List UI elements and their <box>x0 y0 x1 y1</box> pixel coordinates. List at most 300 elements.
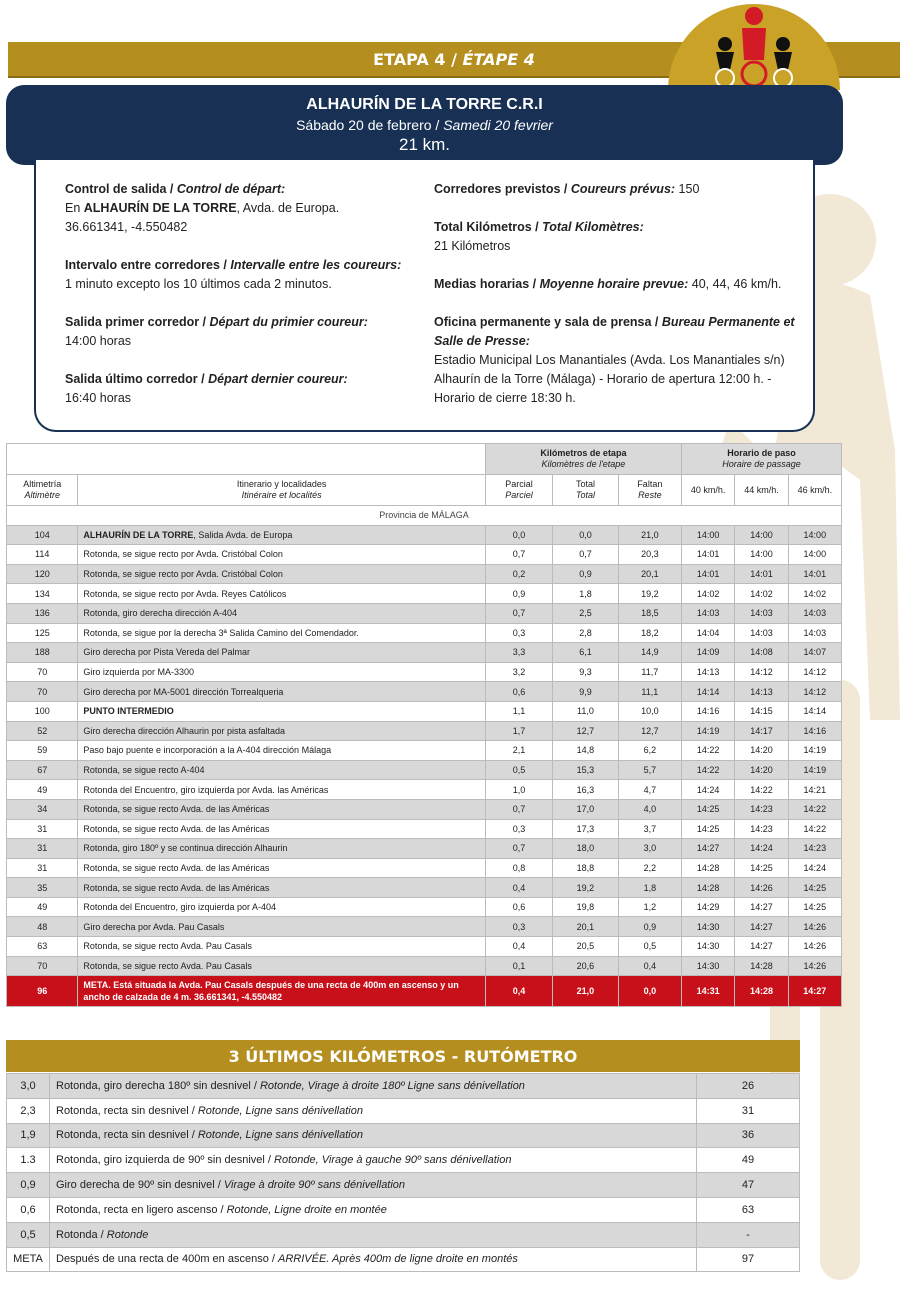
table-row <box>7 760 842 780</box>
description-cell: Rotonda, giro derecha 180º sin desnivel / Rotonde, Virage à droite 180º Ligne sans dénivellation <box>50 1074 697 1099</box>
value-cell: 14:15 <box>735 701 788 721</box>
finish-row <box>7 976 842 1007</box>
value-cell: 14:12 <box>788 662 841 682</box>
itinerary-table <box>6 443 842 1007</box>
stage-date: Sábado 20 de febrero / Samedi 20 fevrier <box>296 117 553 133</box>
table-row <box>7 545 842 565</box>
value-cell: 10,0 <box>618 701 681 721</box>
value-cell: 14:00 <box>735 525 788 545</box>
value-cell: 0,7 <box>553 545 618 565</box>
info-value: 40, 44, 46 km/h. <box>688 277 782 291</box>
table-row <box>7 525 842 545</box>
province-label: Provincia de MÁLAGA <box>7 506 842 526</box>
info-line: Estadio Municipal Los Manantiales (Avda. Los Manantiales s/n) <box>434 353 785 367</box>
info-line: En ALHAURÍN DE LA TORRE, Avda. de Europa. <box>65 201 340 215</box>
value-cell: 14:01 <box>682 564 735 584</box>
value-cell: 0,3 <box>485 623 552 643</box>
info-label: Oficina permanente y sala de prensa / Bureau Permanente et Salle de Presse: <box>434 315 795 348</box>
value-cell: 14:26 <box>788 956 841 976</box>
value-cell: 0,4 <box>618 956 681 976</box>
value-cell: 14:28 <box>735 976 788 1007</box>
table-row <box>7 603 842 623</box>
description-cell: Giro derecha de 90º sin desnivel / Virage à droite 90º sans dénivellation <box>50 1173 697 1198</box>
value-cell: 14:09 <box>682 643 735 663</box>
value-cell: 0,4 <box>485 976 552 1007</box>
itinerary-cell: Rotonda, se sigue recto A-404 <box>78 760 485 780</box>
value-cell: 14:13 <box>682 662 735 682</box>
value-cell: 0,9 <box>553 564 618 584</box>
value-cell: 14:19 <box>788 760 841 780</box>
info-line: 1 minuto excepto los 10 últimos cada 2 minutos. <box>65 277 332 291</box>
value-cell: 14:26 <box>735 878 788 898</box>
km-cell: META <box>7 1247 50 1272</box>
value-cell: 14:24 <box>788 858 841 878</box>
info-block <box>65 180 435 237</box>
info-line: 21 Kilómetros <box>434 239 511 253</box>
time-group-header: Horario de paso Horaire de passage <box>682 444 842 475</box>
value-cell: 14:14 <box>682 682 735 702</box>
altitude-cell: 70 <box>7 956 78 976</box>
info-label: Salida último corredor / Départ dernier coureur: <box>65 372 348 386</box>
stage-info-panel <box>34 160 815 432</box>
table-row <box>7 721 842 741</box>
value-cell: 0,3 <box>485 917 552 937</box>
value-cell: 14:14 <box>788 701 841 721</box>
value-cell: 18,5 <box>618 603 681 623</box>
last-km-row <box>7 1148 800 1173</box>
itinerary-cell: Giro derecha por Avda. Pau Casals <box>78 917 485 937</box>
table-row <box>7 662 842 682</box>
value-cell: 14:22 <box>788 799 841 819</box>
value-cell: 16,3 <box>553 780 618 800</box>
value-cell: 14:25 <box>682 799 735 819</box>
value-cell: 14:25 <box>682 819 735 839</box>
blank-header <box>7 444 486 475</box>
table-row <box>7 819 842 839</box>
km-group-header: Kilómetros de etapa Kilomètres de l'etape <box>485 444 681 475</box>
info-line: Horario de cierre 18:30 h. <box>434 391 576 405</box>
stage-title: ETAPA 4 / ÉTAPE 4 <box>373 50 535 69</box>
value-cell: 14:02 <box>788 584 841 604</box>
itinerary-cell: Rotonda, giro 180º y se continua dirección Alhaurin <box>78 839 485 859</box>
altitude-cell: 49 <box>7 780 78 800</box>
info-value: 150 <box>675 182 700 196</box>
last-km-row <box>7 1098 800 1123</box>
value-cell: 14:03 <box>735 623 788 643</box>
value-cell: 0,9 <box>485 584 552 604</box>
value-cell: 1,8 <box>553 584 618 604</box>
value-cell: 14:27 <box>682 839 735 859</box>
value-cell: 14:04 <box>682 623 735 643</box>
value-cell: 14:16 <box>682 701 735 721</box>
info-line: 14:00 horas <box>65 334 132 348</box>
value-cell: 20,6 <box>553 956 618 976</box>
value-cell: 0,6 <box>485 897 552 917</box>
value-cell: 3,2 <box>485 662 552 682</box>
itinerary-cell: Rotonda, se sigue recto Avda. Pau Casals <box>78 956 485 976</box>
value-cell: 1,0 <box>485 780 552 800</box>
value-cell: 14:22 <box>682 741 735 761</box>
info-line: 36.661341, -4.550482 <box>65 220 188 234</box>
value-cell: 14:03 <box>735 603 788 623</box>
value-cell: 14:26 <box>788 917 841 937</box>
altitude-cell: 49 <box>7 897 78 917</box>
value-cell: 14:08 <box>735 643 788 663</box>
info-block <box>434 313 804 408</box>
value-cell: 11,0 <box>553 701 618 721</box>
value-cell: 14:01 <box>735 564 788 584</box>
info-left-column <box>65 180 435 427</box>
altitude-cell: 36 <box>697 1123 800 1148</box>
value-cell: 1,7 <box>485 721 552 741</box>
info-block <box>434 275 804 294</box>
itinerary-cell: Rotonda, giro derecha dirección A-404 <box>78 603 485 623</box>
value-cell: 14:00 <box>735 545 788 565</box>
value-cell: 14:26 <box>788 937 841 957</box>
altitude-cell: 120 <box>7 564 78 584</box>
value-cell: 1,8 <box>618 878 681 898</box>
col-speed-40: 40 km/h. <box>682 475 735 506</box>
description-cell: Rotonda, recta sin desnivel / Rotonde, Ligne sans dénivellation <box>50 1098 697 1123</box>
info-label: Total Kilómetros / Total Kilomètres: <box>434 220 644 234</box>
value-cell: 11,7 <box>618 662 681 682</box>
value-cell: 14,8 <box>553 741 618 761</box>
km-cell: 0,5 <box>7 1222 50 1247</box>
value-cell: 0,7 <box>485 545 552 565</box>
value-cell: 14:00 <box>788 545 841 565</box>
altitude-cell: 114 <box>7 545 78 565</box>
value-cell: 14:03 <box>788 623 841 643</box>
info-label: Intervalo entre corredores / Intervalle entre les coureurs: <box>65 258 402 272</box>
col-remaining: Faltan Reste <box>618 475 681 506</box>
itinerary-cell: Giro izquierda por MA-3300 <box>78 662 485 682</box>
itinerary-cell: Rotonda, se sigue recto Avda. de las Américas <box>78 858 485 878</box>
altitude-cell: - <box>697 1222 800 1247</box>
value-cell: 19,2 <box>618 584 681 604</box>
last-km-row <box>7 1074 800 1099</box>
value-cell: 14:16 <box>788 721 841 741</box>
info-line: Alhaurín de la Torre (Málaga) - Horario de apertura 12:00 h. - <box>434 372 772 386</box>
value-cell: 14:03 <box>788 603 841 623</box>
value-cell: 0,4 <box>485 878 552 898</box>
value-cell: 20,3 <box>618 545 681 565</box>
value-cell: 15,3 <box>553 760 618 780</box>
value-cell: 3,7 <box>618 819 681 839</box>
value-cell: 14:20 <box>735 741 788 761</box>
itinerary-cell: Rotonda, se sigue por la derecha 3ª Salida Camino del Comendador. <box>78 623 485 643</box>
value-cell: 14:27 <box>735 937 788 957</box>
value-cell: 12,7 <box>553 721 618 741</box>
altitude-cell: 31 <box>7 839 78 859</box>
info-label: Corredores previstos / Coureurs prévus: 150 <box>434 182 700 196</box>
value-cell: 14:22 <box>682 760 735 780</box>
col-altitude: Altimetría Altimètre <box>7 475 78 506</box>
description-cell: Rotonda, recta sin desnivel / Rotonde, Ligne sans dénivellation <box>50 1123 697 1148</box>
value-cell: 19,8 <box>553 897 618 917</box>
itinerary-cell: Giro derecha por MA-5001 dirección Torrealqueria <box>78 682 485 702</box>
value-cell: 14:27 <box>735 897 788 917</box>
altitude-cell: 188 <box>7 643 78 663</box>
info-block <box>65 370 435 408</box>
value-cell: 14:19 <box>788 741 841 761</box>
cyclists-logo-icon <box>668 0 840 90</box>
itinerary-cell: Rotonda, se sigue recto por Avda. Reyes Católicos <box>78 584 485 604</box>
value-cell: 20,1 <box>618 564 681 584</box>
value-cell: 0,5 <box>485 760 552 780</box>
table-row <box>7 937 842 957</box>
value-cell: 18,2 <box>618 623 681 643</box>
value-cell: 14:27 <box>735 917 788 937</box>
value-cell: 0,7 <box>485 839 552 859</box>
altitude-cell: 70 <box>7 662 78 682</box>
altitude-cell: 35 <box>7 878 78 898</box>
value-cell: 0,7 <box>485 603 552 623</box>
value-cell: 17,0 <box>553 799 618 819</box>
altitude-cell: 97 <box>697 1247 800 1272</box>
value-cell: 14:13 <box>735 682 788 702</box>
altitude-cell: 31 <box>697 1098 800 1123</box>
altitude-cell: 67 <box>7 760 78 780</box>
col-itinerary: Itinerario y localidades Itinéraire et localités <box>78 475 485 506</box>
last-km-row <box>7 1222 800 1247</box>
last-km-row <box>7 1247 800 1272</box>
altitude-cell: 59 <box>7 741 78 761</box>
value-cell: 21,0 <box>553 976 618 1007</box>
value-cell: 20,5 <box>553 937 618 957</box>
altitude-cell: 100 <box>7 701 78 721</box>
value-cell: 14:28 <box>682 858 735 878</box>
value-cell: 0,9 <box>618 917 681 937</box>
info-label: Salida primer corredor / Départ du primier coureur: <box>65 315 368 329</box>
value-cell: 1,1 <box>485 701 552 721</box>
info-right-column <box>434 180 804 427</box>
altitude-cell: 70 <box>7 682 78 702</box>
value-cell: 14:28 <box>735 956 788 976</box>
value-cell: 14:12 <box>735 662 788 682</box>
province-row <box>7 506 842 526</box>
table-row <box>7 780 842 800</box>
km-cell: 0,9 <box>7 1173 50 1198</box>
altitude-cell: 104 <box>7 525 78 545</box>
table-row <box>7 741 842 761</box>
info-block <box>434 180 804 199</box>
altitude-cell: 136 <box>7 603 78 623</box>
value-cell: 14:29 <box>682 897 735 917</box>
altitude-cell: 31 <box>7 858 78 878</box>
value-cell: 14:22 <box>788 819 841 839</box>
value-cell: 14:00 <box>682 525 735 545</box>
itinerary-cell: PUNTO INTERMEDIO <box>78 701 485 721</box>
km-cell: 1.3 <box>7 1148 50 1173</box>
last-km-title: 3 ÚLTIMOS KILÓMETROS - RUTÓMETRO <box>6 1040 800 1072</box>
value-cell: 21,0 <box>618 525 681 545</box>
table-row <box>7 956 842 976</box>
value-cell: 14:07 <box>788 643 841 663</box>
value-cell: 14:03 <box>682 603 735 623</box>
value-cell: 14,9 <box>618 643 681 663</box>
info-label: Medias horarias / Moyenne horaire prevue: 40, 44, 46 km/h. <box>434 277 782 291</box>
altitude-cell: 47 <box>697 1173 800 1198</box>
last-km-row <box>7 1123 800 1148</box>
finish-description: META. Está situada la Avda. Pau Casals después de una recta de 400m en ascenso y un ancho de calzada de 4 m. 36.661341, -4.550482 <box>78 976 485 1007</box>
value-cell: 0,3 <box>485 819 552 839</box>
stage-header <box>6 85 843 165</box>
value-cell: 0,7 <box>485 799 552 819</box>
altitude-cell: 49 <box>697 1148 800 1173</box>
value-cell: 9,9 <box>553 682 618 702</box>
table-row <box>7 917 842 937</box>
altitude-cell: 63 <box>7 937 78 957</box>
last-km-table <box>6 1073 800 1272</box>
table-row <box>7 584 842 604</box>
value-cell: 20,1 <box>553 917 618 937</box>
value-cell: 14:25 <box>735 858 788 878</box>
value-cell: 14:25 <box>788 878 841 898</box>
altitude-cell: 48 <box>7 917 78 937</box>
info-line: 16:40 horas <box>65 391 132 405</box>
value-cell: 14:31 <box>682 976 735 1007</box>
value-cell: 19,2 <box>553 878 618 898</box>
altitude-cell: 134 <box>7 584 78 604</box>
value-cell: 14:30 <box>682 937 735 957</box>
value-cell: 0,1 <box>485 956 552 976</box>
col-speed-44: 44 km/h. <box>735 475 788 506</box>
value-cell: 18,8 <box>553 858 618 878</box>
value-cell: 0,2 <box>485 564 552 584</box>
value-cell: 14:20 <box>735 760 788 780</box>
value-cell: 14:01 <box>788 564 841 584</box>
value-cell: 14:02 <box>682 584 735 604</box>
info-block <box>434 218 804 256</box>
value-cell: 14:25 <box>788 897 841 917</box>
value-cell: 14:02 <box>735 584 788 604</box>
value-cell: 2,8 <box>553 623 618 643</box>
value-cell: 0,5 <box>618 937 681 957</box>
altitude-cell: 34 <box>7 799 78 819</box>
value-cell: 14:22 <box>735 780 788 800</box>
altitude-cell: 31 <box>7 819 78 839</box>
value-cell: 6,2 <box>618 741 681 761</box>
value-cell: 5,7 <box>618 760 681 780</box>
value-cell: 18,0 <box>553 839 618 859</box>
col-speed-46: 46 km/h. <box>788 475 841 506</box>
description-cell: Rotonda / Rotonde <box>50 1222 697 1247</box>
value-cell: 14:17 <box>735 721 788 741</box>
value-cell: 14:27 <box>788 976 841 1007</box>
value-cell: 14:30 <box>682 956 735 976</box>
info-block <box>65 256 435 294</box>
value-cell: 0,8 <box>485 858 552 878</box>
itinerary-cell: Paso bajo puente e incorporación a la A-404 dirección Málaga <box>78 741 485 761</box>
value-cell: 1,2 <box>618 897 681 917</box>
itinerary-cell: Rotonda, se sigue recto por Avda. Cristóbal Colon <box>78 545 485 565</box>
col-total: Total Total <box>553 475 618 506</box>
itinerary-cell: Rotonda, se sigue recto Avda. de las Américas <box>78 878 485 898</box>
itinerary-cell: Rotonda del Encuentro, giro izquierda por Avda. las Américas <box>78 780 485 800</box>
value-cell: 14:24 <box>682 780 735 800</box>
itinerary-cell: Rotonda, se sigue recto Avda. Pau Casals <box>78 937 485 957</box>
last-km-row <box>7 1173 800 1198</box>
itinerary-cell: Rotonda del Encuentro, giro izquierda por A-404 <box>78 897 485 917</box>
value-cell: 6,1 <box>553 643 618 663</box>
itinerary-cell: ALHAURÍN DE LA TORRE, Salida Avda. de Europa <box>78 525 485 545</box>
value-cell: 3,0 <box>618 839 681 859</box>
last-km-row <box>7 1197 800 1222</box>
value-cell: 14:12 <box>788 682 841 702</box>
value-cell: 14:01 <box>682 545 735 565</box>
stage-distance: 21 km. <box>398 135 451 154</box>
altitude-cell: 96 <box>7 976 78 1007</box>
table-row <box>7 897 842 917</box>
value-cell: 2,5 <box>553 603 618 623</box>
table-row <box>7 839 842 859</box>
col-partial: Parcial Parciel <box>485 475 552 506</box>
altitude-cell: 63 <box>697 1197 800 1222</box>
value-cell: 17,3 <box>553 819 618 839</box>
description-cell: Rotonda, recta en ligero ascenso / Rotonde, Ligne droite en montée <box>50 1197 697 1222</box>
km-cell: 2,3 <box>7 1098 50 1123</box>
table-row <box>7 564 842 584</box>
itinerary-cell: Giro derecha por Pista Vereda del Palmar <box>78 643 485 663</box>
value-cell: 14:23 <box>735 799 788 819</box>
value-cell: 9,3 <box>553 662 618 682</box>
altitude-cell: 52 <box>7 721 78 741</box>
table-row <box>7 701 842 721</box>
value-cell: 14:21 <box>788 780 841 800</box>
value-cell: 0,0 <box>553 525 618 545</box>
value-cell: 11,1 <box>618 682 681 702</box>
table-row <box>7 799 842 819</box>
value-cell: 4,7 <box>618 780 681 800</box>
table-row <box>7 682 842 702</box>
value-cell: 14:28 <box>682 878 735 898</box>
stage-name: ALHAURÍN DE LA TORRE C.R.I <box>306 96 543 113</box>
itinerary-cell: Rotonda, se sigue recto por Avda. Cristóbal Colon <box>78 564 485 584</box>
value-cell: 0,0 <box>618 976 681 1007</box>
table-row <box>7 858 842 878</box>
table-row <box>7 643 842 663</box>
km-cell: 0,6 <box>7 1197 50 1222</box>
value-cell: 0,0 <box>485 525 552 545</box>
itinerary-cell: Rotonda, se sigue recto Avda. de las Américas <box>78 819 485 839</box>
value-cell: 14:24 <box>735 839 788 859</box>
value-cell: 0,4 <box>485 937 552 957</box>
km-cell: 3,0 <box>7 1074 50 1099</box>
km-cell: 1,9 <box>7 1123 50 1148</box>
table-row <box>7 623 842 643</box>
itinerary-cell: Rotonda, se sigue recto Avda. de las Américas <box>78 799 485 819</box>
value-cell: 14:23 <box>735 819 788 839</box>
value-cell: 14:00 <box>788 525 841 545</box>
table-row <box>7 878 842 898</box>
itinerary-cell: Giro derecha dirección Alhaurin por pista asfaltada <box>78 721 485 741</box>
value-cell: 4,0 <box>618 799 681 819</box>
value-cell: 14:19 <box>682 721 735 741</box>
value-cell: 2,1 <box>485 741 552 761</box>
value-cell: 3,3 <box>485 643 552 663</box>
altitude-cell: 125 <box>7 623 78 643</box>
description-cell: Después de una recta de 400m en ascenso / ARRIVÉE. Après 400m de ligne droite en montés <box>50 1247 697 1272</box>
info-block <box>65 313 435 351</box>
value-cell: 0,6 <box>485 682 552 702</box>
description-cell: Rotonda, giro izquierda de 90º sin desnivel / Rotonde, Virage à gauche 90º sans dénivellation <box>50 1148 697 1173</box>
value-cell: 14:30 <box>682 917 735 937</box>
value-cell: 12,7 <box>618 721 681 741</box>
altitude-cell: 26 <box>697 1074 800 1099</box>
value-cell: 2,2 <box>618 858 681 878</box>
value-cell: 14:23 <box>788 839 841 859</box>
info-label: Control de salida / Control de départ: <box>65 182 286 196</box>
